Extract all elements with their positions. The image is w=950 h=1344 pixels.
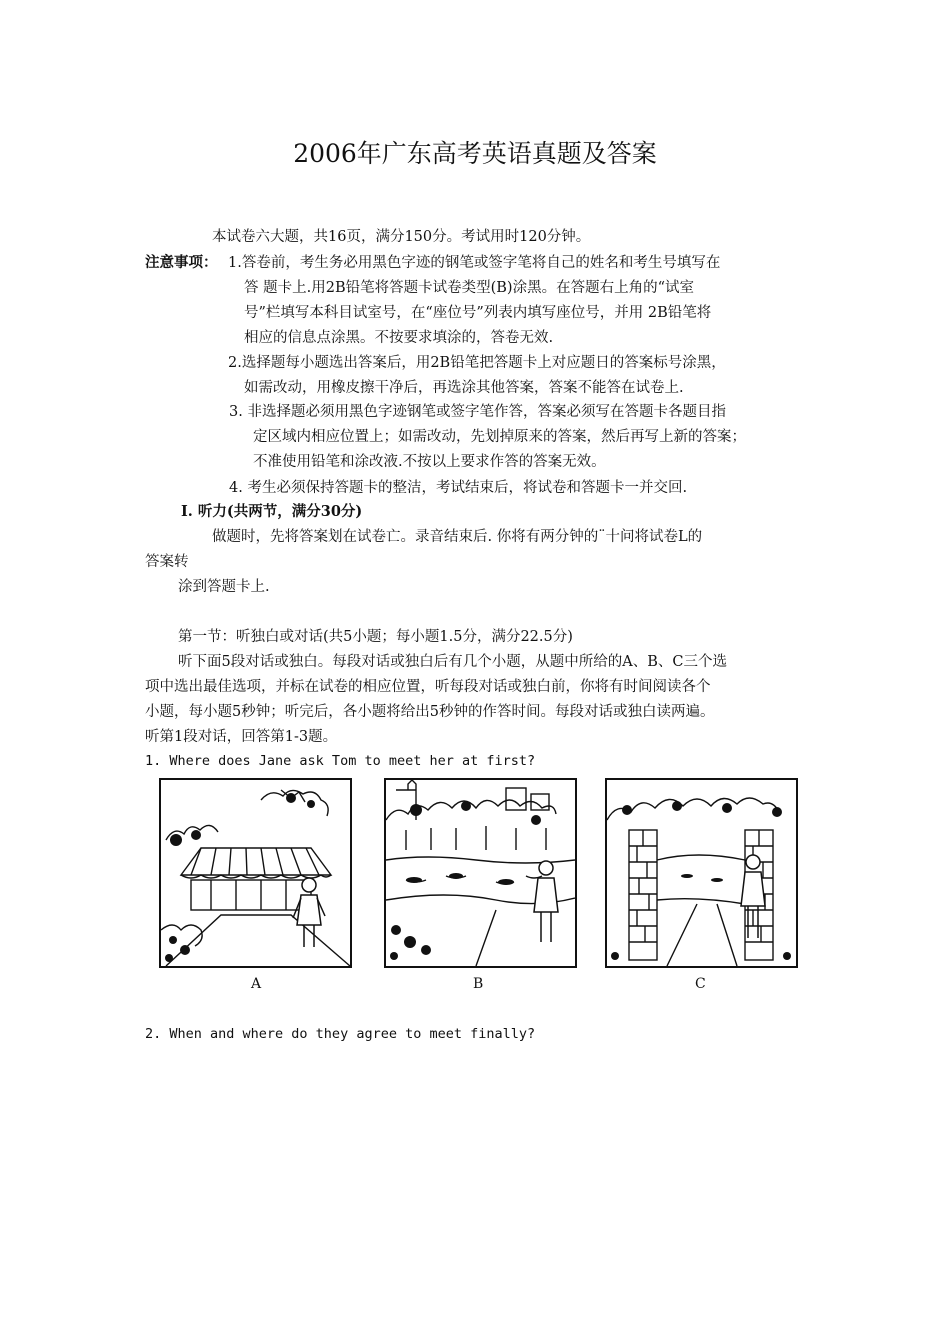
question-2: 2. When and where do they agree to meet finally?: [145, 1026, 536, 1042]
section-heading: Ⅰ. 听力(共两节，满分30分): [181, 503, 363, 520]
notice-item-1-line-1: 1.答卷前，考生务必用黑色字迹的钢笔或签字笔将自己的姓名和考生号填写在: [228, 255, 721, 271]
notice-item-2-line-2: 如需改动，用橡皮擦干净后，再选涂其他答案，答案不能答在试卷上.: [244, 380, 684, 396]
option-c-label: C: [695, 976, 706, 992]
notice-item-2-line-1: 2.选择题每小题选出答案后，用2B铅笔把答题卡上对应题日的答案标号涂黑，: [228, 355, 726, 371]
notice-item-3-line-2: 定区域内相应位置上；如需改动，先划掉原来的答案，然后再写上新的答案；: [253, 429, 746, 445]
part1-text-line-2: 项中选出最佳选项，并标在试卷的相应位置，听每段对话或独白前，你将有时间阅读各个: [145, 679, 711, 695]
listening-intro-line-1: 做题时，先将答案划在试卷亡。录音结束后. 你将有两分钟的¨十问将试卷L的: [212, 529, 703, 545]
park-gate-illustration: [607, 780, 796, 966]
part1-text-line-3: 小题，每小题5秒钟；听完后，各小题将给出5秒钟的作答时间。每段对话或独白读两遍。: [145, 704, 715, 720]
cafe-pavilion-illustration: [161, 780, 350, 966]
notice-item-4: 4. 考生必须保持答题卡的整洁，考试结束后，将试卷和答题卡一并交回.: [229, 480, 688, 496]
part1-text-line-1: 听下面5段对话或独白。每段对话或独白后有几个小题，从题中所给的A、B、C三个选: [178, 654, 727, 670]
question-1: 1. Where does Jane ask Tom to meet her at first?: [145, 753, 536, 769]
notice-item-1-line-3: 号”栏填写本科目试室号，在“座位号”列表内填写座位号，并用 2B铅笔将: [244, 305, 712, 321]
option-a-picture: [159, 778, 352, 968]
part1-text-line-4: 听第1段对话，回答第1-3题。: [145, 729, 338, 745]
listening-intro-line-2: 答案转: [145, 554, 189, 570]
option-a-label: A: [251, 976, 262, 992]
lake-park-illustration: [386, 780, 575, 966]
listening-intro-line-3: 涂到答题卡上.: [178, 579, 270, 595]
option-c-picture: [605, 778, 798, 968]
notice-item-3-line-3: 不准使用铅笔和涂改液.不按以上要求作答的答案无效。: [253, 454, 606, 470]
notice-label: 注意事项：: [145, 254, 218, 271]
notice-item-1-line-4: 相应的信息点涂黑。不按要求填涂的，答卷无效.: [244, 330, 554, 346]
page-title: 2006年广东高考英语真题及答案: [293, 139, 657, 168]
part1-heading: 第一节：听独白或对话(共5小题；每小题1.5分，满分22.5分): [178, 629, 573, 645]
notice-item-1-line-2: 答 题卡上.用2B铅笔将答题卡试卷类型(B)涂黑。在答题右上角的“试室: [244, 280, 694, 296]
notice-item-3-line-1: 3. 非选择题必须用黑色字迹钢笔或签字笔作答，答案必须写在答题卡各题目指: [229, 404, 726, 420]
option-b-picture: [384, 778, 577, 968]
option-b-label: B: [473, 976, 484, 992]
intro-text: 本试卷六大题，共16页，满分150分。考试用时120分钟。: [212, 229, 591, 245]
